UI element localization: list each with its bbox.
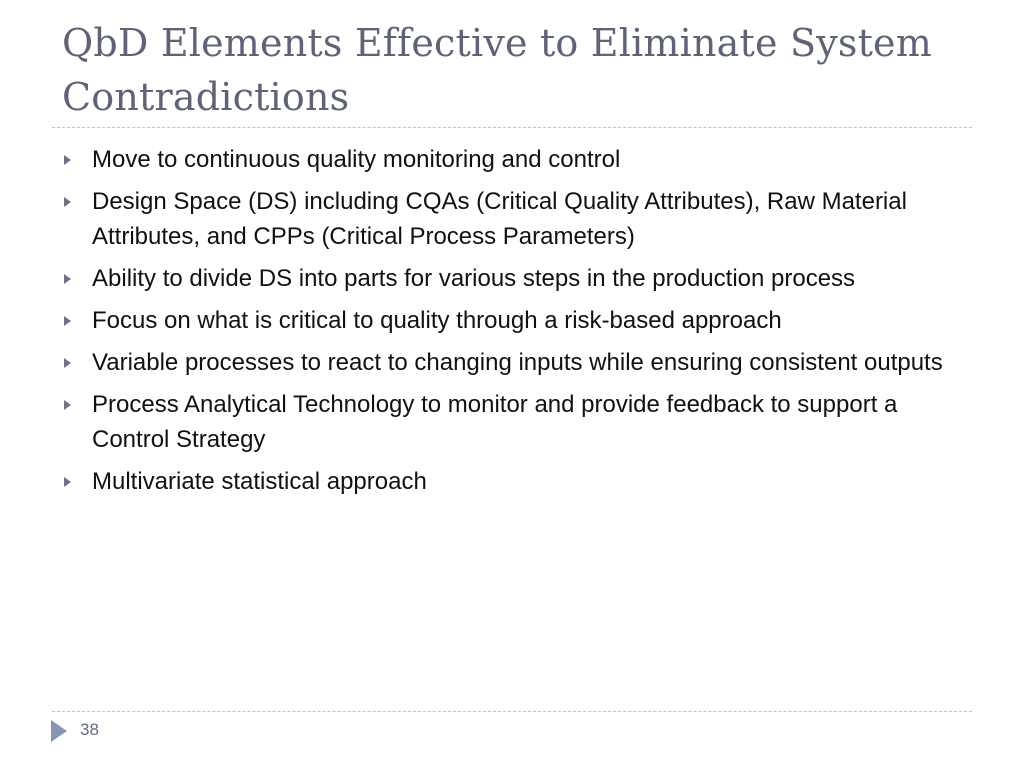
- bullet-triangle-icon: [64, 197, 71, 207]
- bullet-triangle-icon: [64, 274, 71, 284]
- bullet-text: Design Space (DS) including CQAs (Critical Quality Attributes), Raw Material Attributes, and CPPs (Critical Process Parameters): [92, 188, 907, 250]
- bullet-text: Move to continuous quality monitoring and control: [92, 146, 621, 173]
- bullet-triangle-icon: [64, 155, 71, 165]
- page-number: 38: [80, 720, 99, 739]
- bullet-item: [60, 345, 960, 380]
- title-divider: [52, 127, 972, 128]
- bullet-item: [60, 261, 960, 296]
- bullet-list: [60, 142, 960, 506]
- bullet-text: Focus on what is critical to quality through a risk-based approach: [92, 307, 782, 334]
- bullet-text: Multivariate statistical approach: [92, 468, 427, 495]
- bullet-item: [60, 387, 960, 457]
- bullet-triangle-icon: [64, 400, 71, 410]
- slide-title: QbD Elements Effective to Eliminate System Contradictions: [62, 21, 932, 119]
- footer-divider: [52, 711, 972, 712]
- bullet-item: [60, 464, 960, 499]
- bullet-triangle-icon: [64, 316, 71, 326]
- bullet-item: [60, 142, 960, 177]
- footer-triangle-icon: [51, 720, 67, 742]
- bullet-text: Variable processes to react to changing inputs while ensuring consistent outputs: [92, 349, 943, 376]
- bullet-text: Process Analytical Technology to monitor and provide feedback to support a Control Strategy: [92, 391, 898, 453]
- bullet-item: [60, 303, 960, 338]
- bullet-triangle-icon: [64, 358, 71, 368]
- bullet-triangle-icon: [64, 477, 71, 487]
- bullet-text: Ability to divide DS into parts for various steps in the production process: [92, 265, 856, 292]
- bullet-item: [60, 184, 960, 254]
